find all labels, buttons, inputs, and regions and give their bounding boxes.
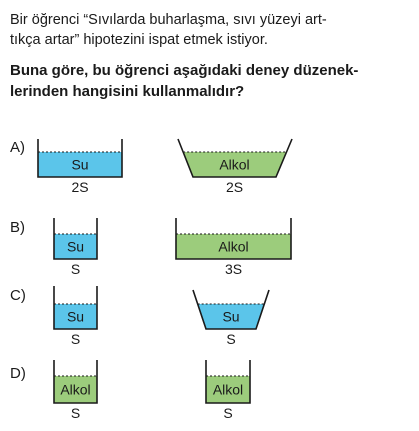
stem-line-2: tıkça artar” hipotezini ispat etmek istiyor. <box>10 32 268 48</box>
option-c-right-area-label: S <box>226 331 236 347</box>
option-b-right-liquid-label: Alkol <box>218 238 249 255</box>
question-line-2: lerinden hangisini kullanmalıdır? <box>10 83 245 100</box>
option-b-letter[interactable]: B) <box>10 219 25 236</box>
option-d-right-liquid-label: Alkol <box>212 381 244 398</box>
option-c-left-liquid-label: Su <box>66 308 85 325</box>
option-a-left-area-label: 2S <box>71 179 89 195</box>
option-a-right-area-label: 2S <box>225 179 244 195</box>
stem-line-1: Bir öğrenci “Sıvılarda buharlaşma, sıvı yüzeyi art- <box>10 12 327 28</box>
option-a-left-liquid-label: Su <box>71 156 89 173</box>
option-a-letter[interactable]: A) <box>10 139 25 156</box>
option-c-right-liquid-label: Su <box>222 308 240 325</box>
option-b-left-area-label: S <box>70 261 81 277</box>
option-d-right-area-label: S <box>223 405 233 421</box>
containers-layer <box>38 139 292 421</box>
option-b-left-liquid-label: Su <box>66 238 85 255</box>
option-d-left-liquid-label: Alkol <box>60 381 91 398</box>
option-c-left-area-label: S <box>70 331 81 347</box>
option-d-letter[interactable]: D) <box>10 365 26 382</box>
question-line-1: Buna göre, bu öğrenci aşağıdaki deney düzenek- <box>10 62 359 79</box>
option-d-left-area-label: S <box>70 405 81 421</box>
option-b-right-area-label: 3S <box>224 261 243 277</box>
option-c-letter[interactable]: C) <box>10 287 26 304</box>
option-a-right-liquid-label: Alkol <box>219 156 250 173</box>
